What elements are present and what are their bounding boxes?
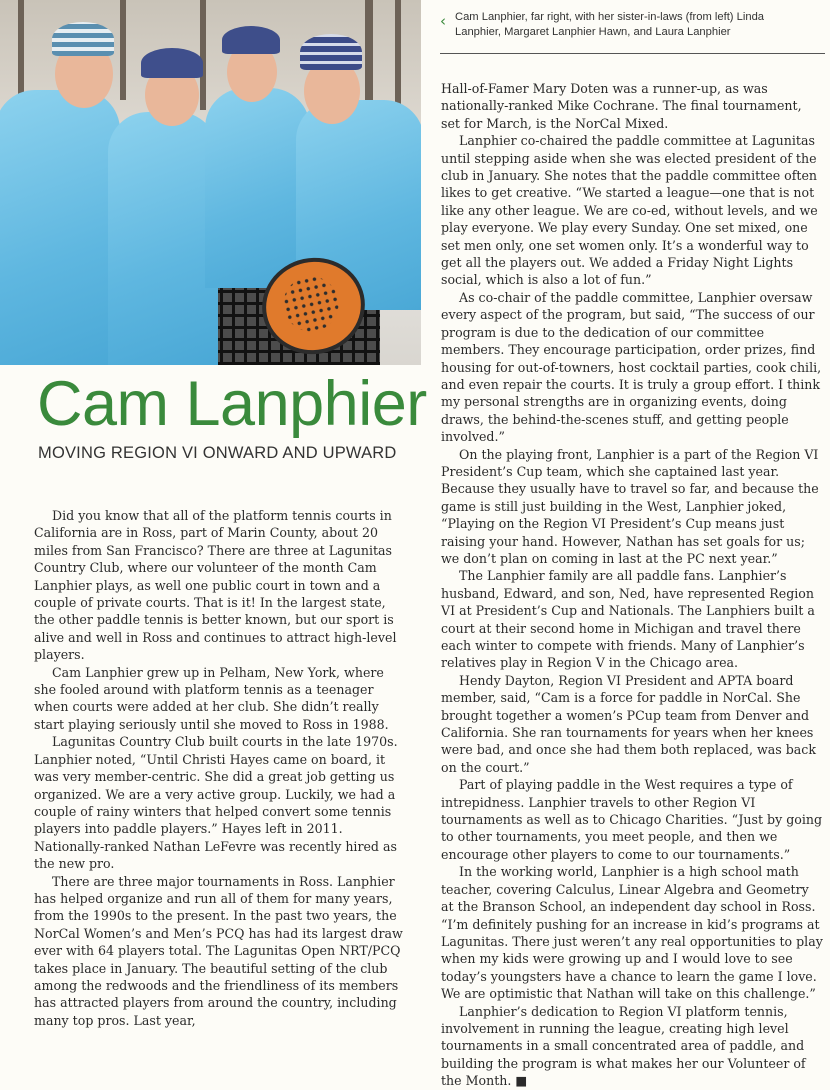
tree-trunk xyxy=(200,0,206,110)
tree-trunk xyxy=(120,0,126,100)
article-column-left xyxy=(34,507,407,1029)
article-paragraph: Lagunitas Country Club built courts in the late 1970s. Lanphier noted, “Until Christi Hayes came on board, it was very member-centric. She did a great job getting us organized. We are a very active group. Luckily, we had a couple of rainy winters that helped convert some tennis players into paddle players.” Hayes left in 2011. Nationally-ranked Nathan LeFevre was recently hired as the new pro. xyxy=(34,734,398,872)
caption-chevron-icon: ‹ xyxy=(440,12,446,30)
article-column-right xyxy=(441,80,824,1090)
article-paragraph: Part of playing paddle in the West requires a type of intrepidness. Lanphier travels to other Region VI tournaments as well as to Chicago Charities. “Just by going to other tournaments, you meet people, and then we encourage other players to come to our tournaments.” xyxy=(441,777,823,862)
person-jacket xyxy=(108,112,218,365)
photo-caption: Cam Lanphier, far right, with her sister-in-laws (from left) Linda Lanphier, Margaret Lanphier Hawn, and Laura Lanphier xyxy=(455,11,765,38)
caption-divider xyxy=(440,53,825,54)
article-title: Cam Lanphier xyxy=(37,369,427,439)
article-paragraph: There are three major tournaments in Ross. Lanphier has helped organize and run all of them for many years, from the 1990s to the present. In the past two years, the NorCal Women’s and Men’s PCQ has had its largest draw ever with 64 players total. The Lagunitas Open NRT/PCQ takes place in January. The beautiful setting of the club among the redwoods and the friendliness of its members has attracted players from around the country, including many top pros. Last year, xyxy=(34,873,403,1028)
article-paragraph: The Lanphier family are all paddle fans. Lanphier’s husband, Edward, and son, Ned, have represented Region VI at President’s Cup and Nationals. The Lanphiers built a court at their second home in Michigan and travel there each winter to compete with friends. Many of Lanphier’s relatives play in Region V in the Chicago area. xyxy=(441,568,815,671)
knit-hat xyxy=(52,22,114,56)
article-paragraph: Hendy Dayton, Region VI President and APTA board member, said, “Cam is a force for paddle in NorCal. She brought together a women’s PCup team from Denver and California. She ran tournaments for years when her knees were bad, and once she had them both replaced, was back on the court.” xyxy=(441,672,816,775)
article-paragraph: Cam Lanphier grew up in Pelham, New York, where she fooled around with platform tennis as a teenager when courts were added at her club. She didn’t really start playing seriously until she moved to Ross in 1988. xyxy=(34,664,389,732)
article-paragraph: On the playing front, Lanphier is a part of the Region VI President’s Cup team, which she captained last year. Because they usually have to travel so far, and because the game is still just building in the West, Lanphier joked, “Playing on the Region VI President’s Cup means just raising your hand. However, Nathan has set goals for us; we don’t plan on coming in last at the PC next year.” xyxy=(441,446,819,566)
article-photo xyxy=(0,0,421,365)
article-paragraph: In the working world, Lanphier is a high school math teacher, covering Calculus, Linear Algebra and Geometry at the Branson School, an independent day school in Ross. “I’m definitely pushing for an increase in kid’s programs at Lagunitas. There just weren’t any real opportunities to play when my kids were growing up and I would love to see today’s youngsters have a chance to learn the game I love. We are optimistic that Nathan will take on this challenge.” xyxy=(441,864,823,1002)
article-paragraph: Did you know that all of the platform tennis courts in California are in Ross, part of Marin County, about 20 miles from San Francisco? There are three at Lagunitas Country Club, where our volunteer of the month Cam Lanphier plays, as well one public court in town and a couple of private courts. That is it! In the largest state, the other paddle tennis is better known, but our sport is alive and well in Ross and continues to attract high-level players. xyxy=(34,508,397,663)
cap-hat xyxy=(222,26,280,54)
person-jacket xyxy=(205,88,310,288)
person-jacket xyxy=(0,90,120,365)
article-subtitle: MOVING REGION VI ONWARD AND UPWARD xyxy=(38,444,397,462)
knit-hat xyxy=(300,34,362,70)
article-paragraph: Hall-of-Famer Mary Doten was a runner-up, as was nationally-ranked Mike Cochrane. The final tournament, set for March, is the NorCal Mixed. xyxy=(441,81,802,131)
article-paragraph: Lanphier’s dedication to Region VI platform tennis, involvement in running the league, creating high level tournaments in a small concentrated area of paddle, and building the program is what makes her our Volunteer of the Month. ■ xyxy=(441,1003,806,1089)
article-paragraph: Lanphier co-chaired the paddle committee at Lagunitas until stepping aside when she was elected president of the club in January. She notes that the paddle committee often likes to get creative. “We started a league—one that is not like any other league. We are co-ed, without levels, and we play everyone. We play every Sunday. One set mixed, one set men only, one set women only. It’s a wonderful way to get all the players out. We added a Friday Night Lights social, which is also a lot of fun.” xyxy=(441,133,818,288)
cap-hat xyxy=(141,48,203,78)
article-paragraph: As co-chair of the paddle committee, Lanphier oversaw every aspect of the program, but said, “The success of our program is due to the dedication of our committee members. They encourage participation, order prizes, find housing for out-of-towners, host cocktail parties, cook chili, and even repair the courts. It is truly a group effort. I think my personal strengths are in organizing events, doing draws, the behind-the-scenes stuff, and getting people involved.” xyxy=(441,289,822,445)
